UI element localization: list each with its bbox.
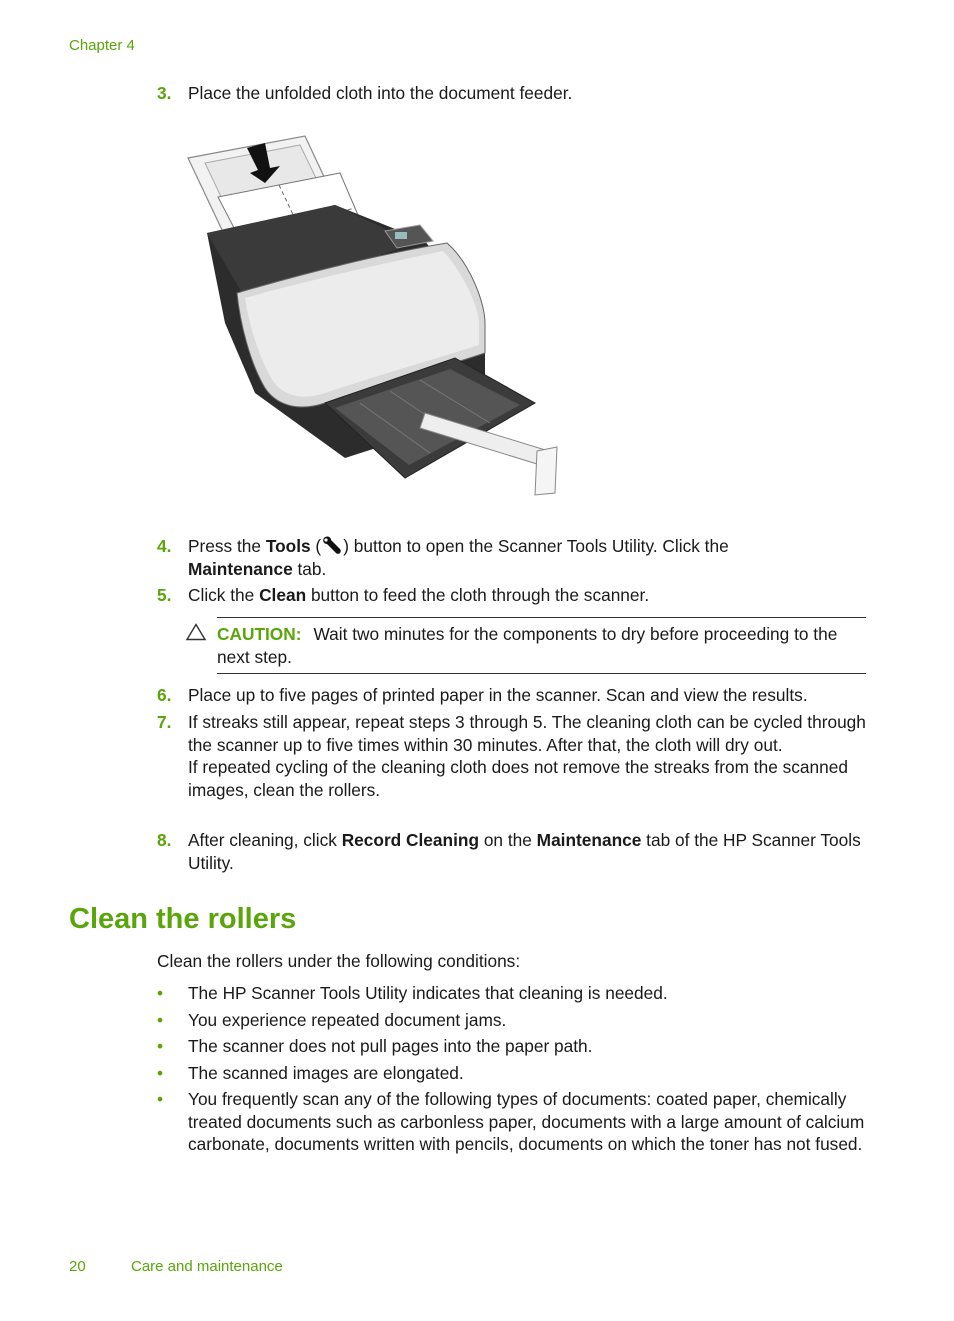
section-intro: Clean the rollers under the following conditions: <box>157 951 521 971</box>
text-run: Click the <box>188 585 260 605</box>
maintenance-label: Maintenance <box>188 558 293 579</box>
step-8 <box>157 829 877 874</box>
text-run: tab. <box>292 558 327 579</box>
list-item <box>157 1062 877 1085</box>
list-item-text: The HP Scanner Tools Utility indicates that cleaning is needed. <box>188 983 668 1003</box>
page-number: 20 <box>69 1258 86 1275</box>
step-3 <box>157 82 877 105</box>
caution-text: Wait two minutes for the components to dry before proceeding to the next step. <box>217 624 838 667</box>
list-item-text: You frequently scan any of the following types of documents: coated paper, chemically treated documents such as carbonless paper, documents with a large amount of calcium carbonate, documents written with pencils, documents on which the toner has not fused. <box>188 1089 865 1154</box>
bullet: • <box>157 1009 164 1030</box>
list-item <box>157 1009 877 1032</box>
step-text: Place the unfolded cloth into the document feeder. <box>188 83 573 103</box>
caution-label: CAUTION: <box>217 624 302 644</box>
caution-box <box>217 617 866 674</box>
step-note: If repeated cycling of the cleaning cloth does not remove the streaks from the scanned images, clean the rollers. <box>188 757 848 800</box>
step-number: 4. <box>157 536 172 556</box>
scanner-illustration <box>185 133 565 498</box>
step-6 <box>157 684 877 707</box>
footer-title: Care and maintenance <box>131 1258 283 1275</box>
list-item-text: The scanner does not pull pages into the paper path. <box>188 1036 593 1056</box>
text-run: After cleaning, click <box>188 830 342 850</box>
step-number: 7. <box>157 712 172 732</box>
step-4 <box>157 535 877 580</box>
clean-label: Clean <box>259 585 307 605</box>
step-text <box>188 535 877 580</box>
text-run: tab of the HP Scanner Tools Utility. <box>188 830 861 873</box>
step-text <box>188 829 877 874</box>
record-cleaning-label: Record Cleaning <box>341 830 480 850</box>
bullet: • <box>157 1062 164 1083</box>
list-item <box>157 1088 877 1156</box>
list-item-text: You experience repeated document jams. <box>188 1009 507 1030</box>
bullet: • <box>157 983 164 1003</box>
list-item <box>157 1035 877 1058</box>
step-text <box>188 584 877 607</box>
bullet: • <box>157 1036 164 1056</box>
step-5 <box>157 584 877 607</box>
step-text: If streaks still appear, repeat steps 3 through 5. The cleaning cloth can be cycled through the scanner up to five times within 30 minutes. After that, the cloth will dry out. <box>188 712 866 755</box>
text-run: Press the <box>188 536 266 556</box>
chapter-header: Chapter 4 <box>69 37 135 54</box>
text-run: on the <box>479 830 537 850</box>
step-number: 8. <box>157 830 172 850</box>
step-number: 5. <box>157 585 172 605</box>
conditions-list <box>157 982 877 1160</box>
caution-triangle-icon <box>186 623 206 641</box>
tools-label: Tools <box>265 536 311 556</box>
section-title: Clean the rollers <box>69 903 297 935</box>
step-text: Place up to five pages of printed paper in the scanner. Scan and view the results. <box>188 685 808 705</box>
list-item-text: The scanned images are elongated. <box>188 1062 464 1083</box>
step-number: 3. <box>157 83 172 103</box>
text-run: button to feed the cloth through the scanner. <box>306 585 650 605</box>
maintenance-label: Maintenance <box>536 830 642 850</box>
text-run: ) button to open the Scanner Tools Utility. Click the <box>343 536 729 556</box>
step-number: 6. <box>157 685 172 705</box>
wrench-icon <box>321 535 343 555</box>
list-item <box>157 982 877 1005</box>
text-run: ( <box>310 536 322 556</box>
bullet: • <box>157 1089 164 1109</box>
step-7 <box>157 711 877 801</box>
